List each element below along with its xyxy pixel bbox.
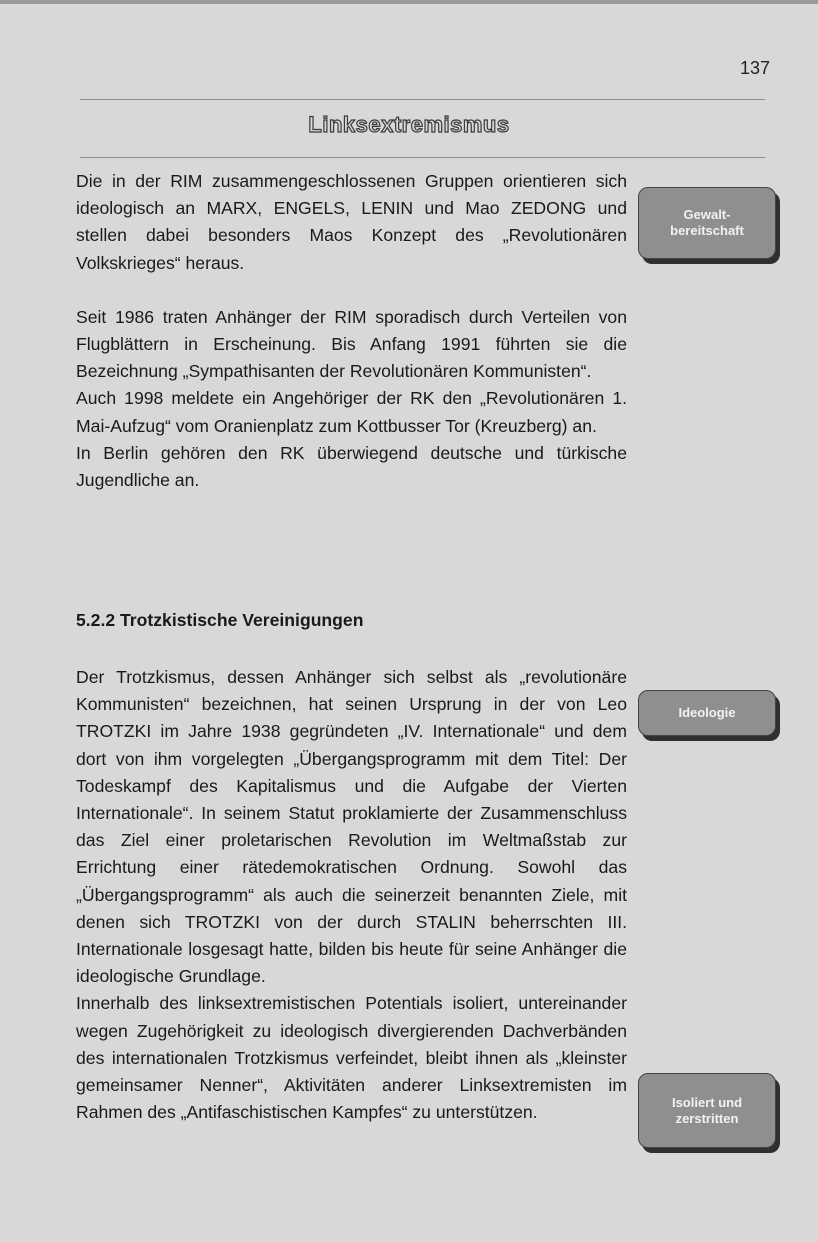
paragraph: Die in der RIM zusammengeschlossenen Gruppen orientieren sich ideologisch an MARX, ENGELS, LENIN und Mao ZEDONG und stellen dabei besonders Maos Konzept des „Revolutionären Volkskrieges“ heraus. <box>76 171 627 273</box>
margin-tag-gewaltbereitschaft <box>638 187 776 259</box>
section-2-text <box>76 664 627 1126</box>
paragraph: Der Trotzkismus, dessen Anhänger sich selbst als „revolutionäre Kommunisten“ bezeichnen, hat seinen Ursprung in der von Leo TROTZKI im Jahre 1938 gegründeten „IV. Internationale“ und dem dort von ihm vorgelegten „Übergangsprogramm mit dem Titel: Der Todeskampf des Kapitalismus und die Aufgabe der Vierten Internationale“. In seinem Statut proklamierte der Zusammenschluss das Ziel einer proletarischen Revolution im Weltmaßstab zur Errichtung einer rätedemokratischen Ordnung. Sowohl das „Übergangsprogramm“ als auch die seinerzeit benannten Ziele, mit denen sich TROTZKI von der durch STALIN beherrschten III. Internationale losgesagt hatte, bilden bis heute für seine Anhänger die ideologische Grundlage. <box>76 667 627 987</box>
margin-tag-isoliert <box>638 1073 776 1148</box>
paragraph: Seit 1986 traten Anhänger der RIM sporadisch durch Verteilen von Flugblättern in Erscheinung. Bis Anfang 1991 führten sie die Bezeichnung „Sympathisanten der Revolutionären Kommunisten“. <box>76 306 627 382</box>
running-header-title: Linksextremismus <box>308 112 510 137</box>
paragraph: Innerhalb des linksextremistischen Potentials isoliert, untereinander wegen Zugehörigkeit zu ideologisch divergierenden Dachverbänden des internationalen Trotzkismus verfeindet, bleibt ihnen als „kleinster gemeinsamer Nenner“, Aktivitäten anderer Linksextremisten im Rahmen des „Antifaschistischen Kampfes“ zu unterstützen. <box>76 993 627 1123</box>
margin-tag-label: Gewalt-bereitschaft <box>670 207 744 238</box>
paragraph: Auch 1998 meldete ein Angehöriger der RK den „Revolutionären 1. Mai-Aufzug“ vom Oranienplatz zum Kottbusser Tor (Kreuzberg) an. <box>76 388 627 436</box>
paragraph: In Berlin gehören den RK überwiegend deutsche und türkische Jugendliche an. <box>76 442 627 491</box>
page-number: 137 <box>740 58 771 78</box>
section-heading: 5.2.2 Trotzkistische Vereinigungen <box>76 610 364 630</box>
header-rule-top <box>80 99 765 100</box>
page-top-edge <box>0 0 818 4</box>
margin-tag-label: Isoliert und zerstritten <box>671 1094 743 1126</box>
margin-tag-label: Ideologie <box>678 705 736 720</box>
header-rule-bottom <box>80 157 765 158</box>
margin-tag-ideologie <box>638 690 776 736</box>
section-1-text <box>76 168 627 494</box>
